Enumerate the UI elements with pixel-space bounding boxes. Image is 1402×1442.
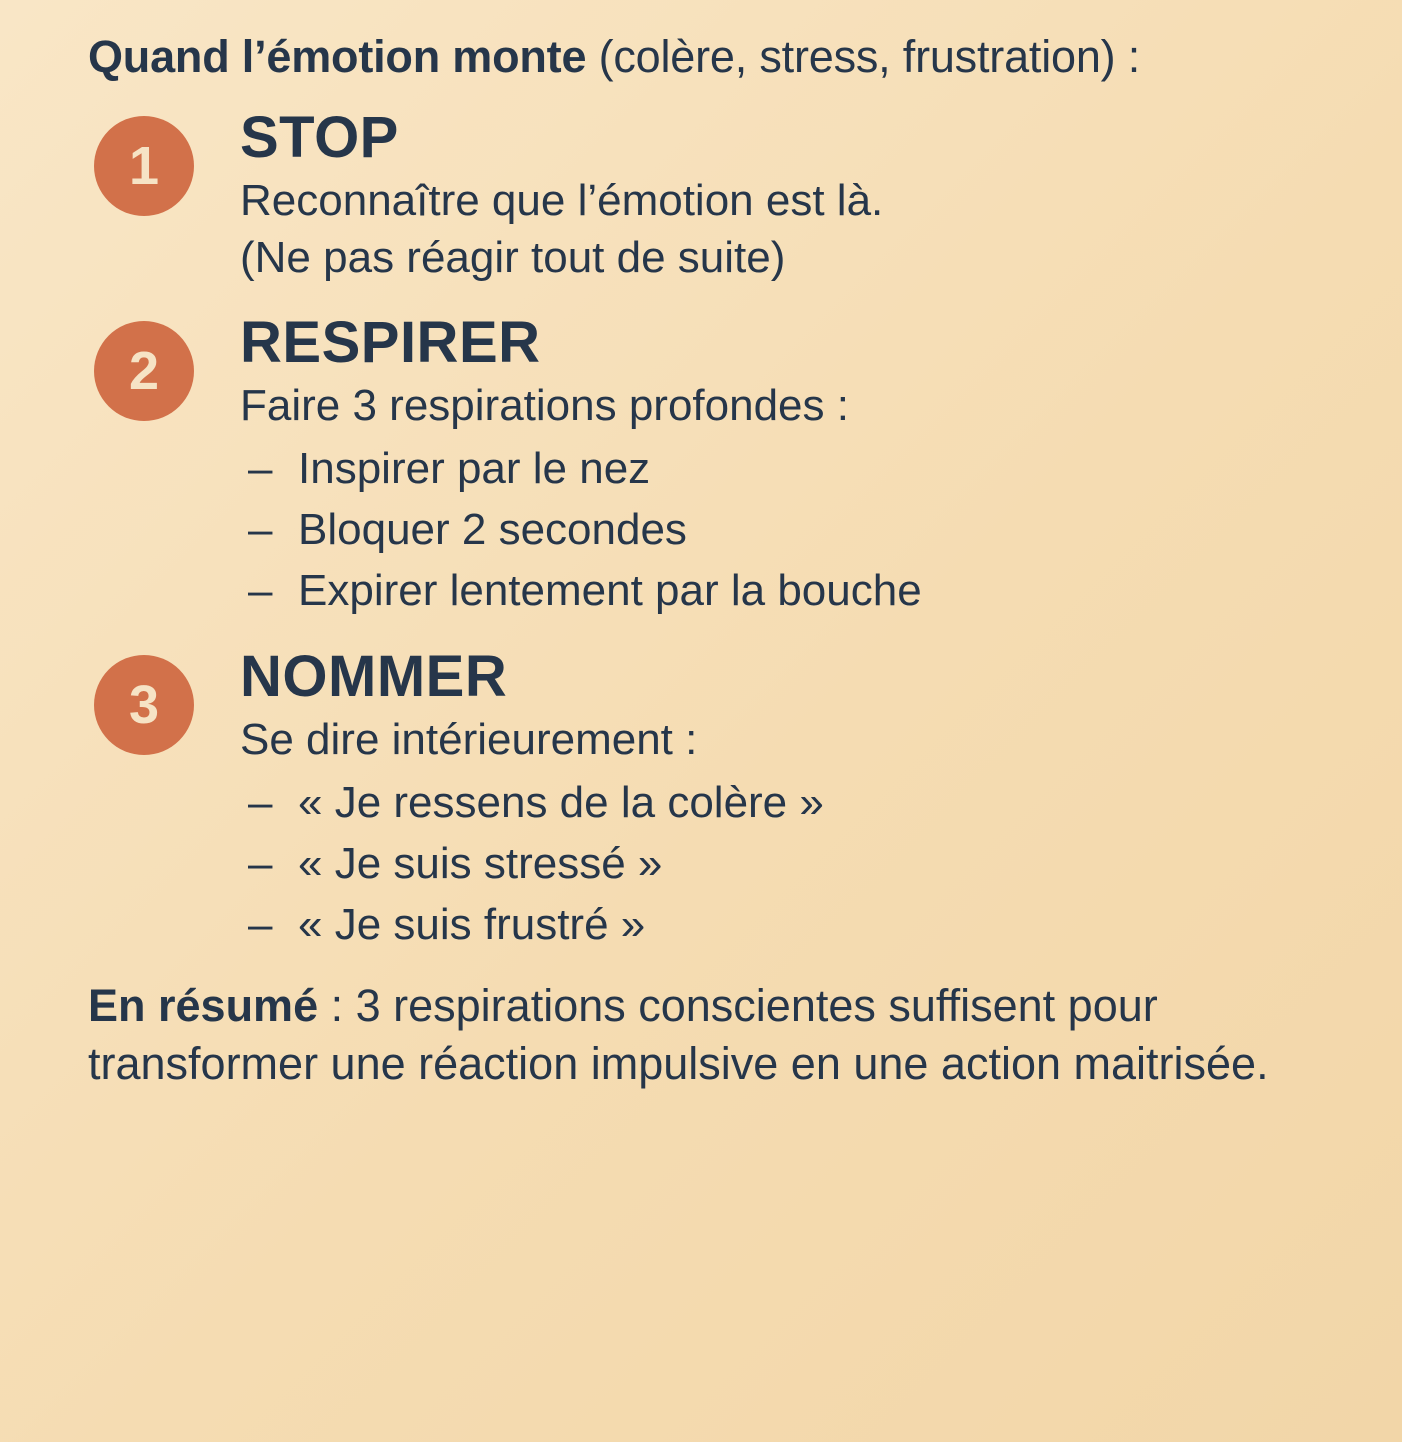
bullet-dash-icon: – — [248, 565, 273, 615]
step-number-badge: 1 — [94, 116, 194, 216]
step-title: NOMMER — [240, 644, 508, 710]
step-subtitle: Reconnaître que l’émotion est là. — [240, 176, 884, 226]
list-item-label: Bloquer 2 secondes — [298, 504, 687, 554]
list-item — [248, 500, 1332, 561]
step-item — [88, 105, 1332, 285]
list-item — [248, 439, 1332, 500]
page-title — [88, 32, 1332, 82]
step-item — [88, 644, 1332, 955]
list-item — [248, 773, 1332, 834]
step-note: (Ne pas réagir tout de suite) — [240, 233, 786, 283]
step-item — [88, 310, 1332, 621]
list-item-label: « Je suis stressé » — [298, 838, 663, 888]
step-subtitle: Se dire intérieurement : — [240, 715, 698, 765]
list-item — [248, 895, 1332, 956]
bullet-dash-icon: – — [248, 444, 273, 494]
list-item — [248, 834, 1332, 895]
list-item-label: « Je suis frustré » — [298, 899, 646, 949]
summary-strong: En résumé — [88, 980, 319, 1032]
step-number-badge: 2 — [94, 321, 194, 421]
list-item-label: Expirer lentement par la bouche — [298, 565, 922, 615]
list-item — [248, 561, 1332, 622]
bullet-dash-icon: – — [248, 899, 273, 949]
list-item-label: « Je ressens de la colère » — [298, 778, 824, 828]
page-title-rest: (colère, stress, frustration) : — [586, 31, 1141, 82]
step-bullet-list — [240, 439, 1332, 621]
page-title-strong: Quand l’émotion monte — [88, 31, 587, 82]
step-title: RESPIRER — [240, 310, 541, 376]
step-number-badge: 3 — [94, 655, 194, 755]
summary-text — [88, 977, 1332, 1092]
bullet-dash-icon: – — [248, 504, 273, 554]
step-bullet-list — [240, 773, 1332, 955]
bullet-dash-icon: – — [248, 838, 273, 888]
summary-rest: : 3 respirations conscientes suffisent pour transformer une réaction impulsive en une action maitrisée. — [88, 980, 1269, 1089]
bullet-dash-icon: – — [248, 778, 273, 828]
list-item-label: Inspirer par le nez — [298, 444, 651, 494]
step-title: STOP — [240, 105, 399, 171]
step-subtitle: Faire 3 respirations profondes : — [240, 381, 849, 431]
